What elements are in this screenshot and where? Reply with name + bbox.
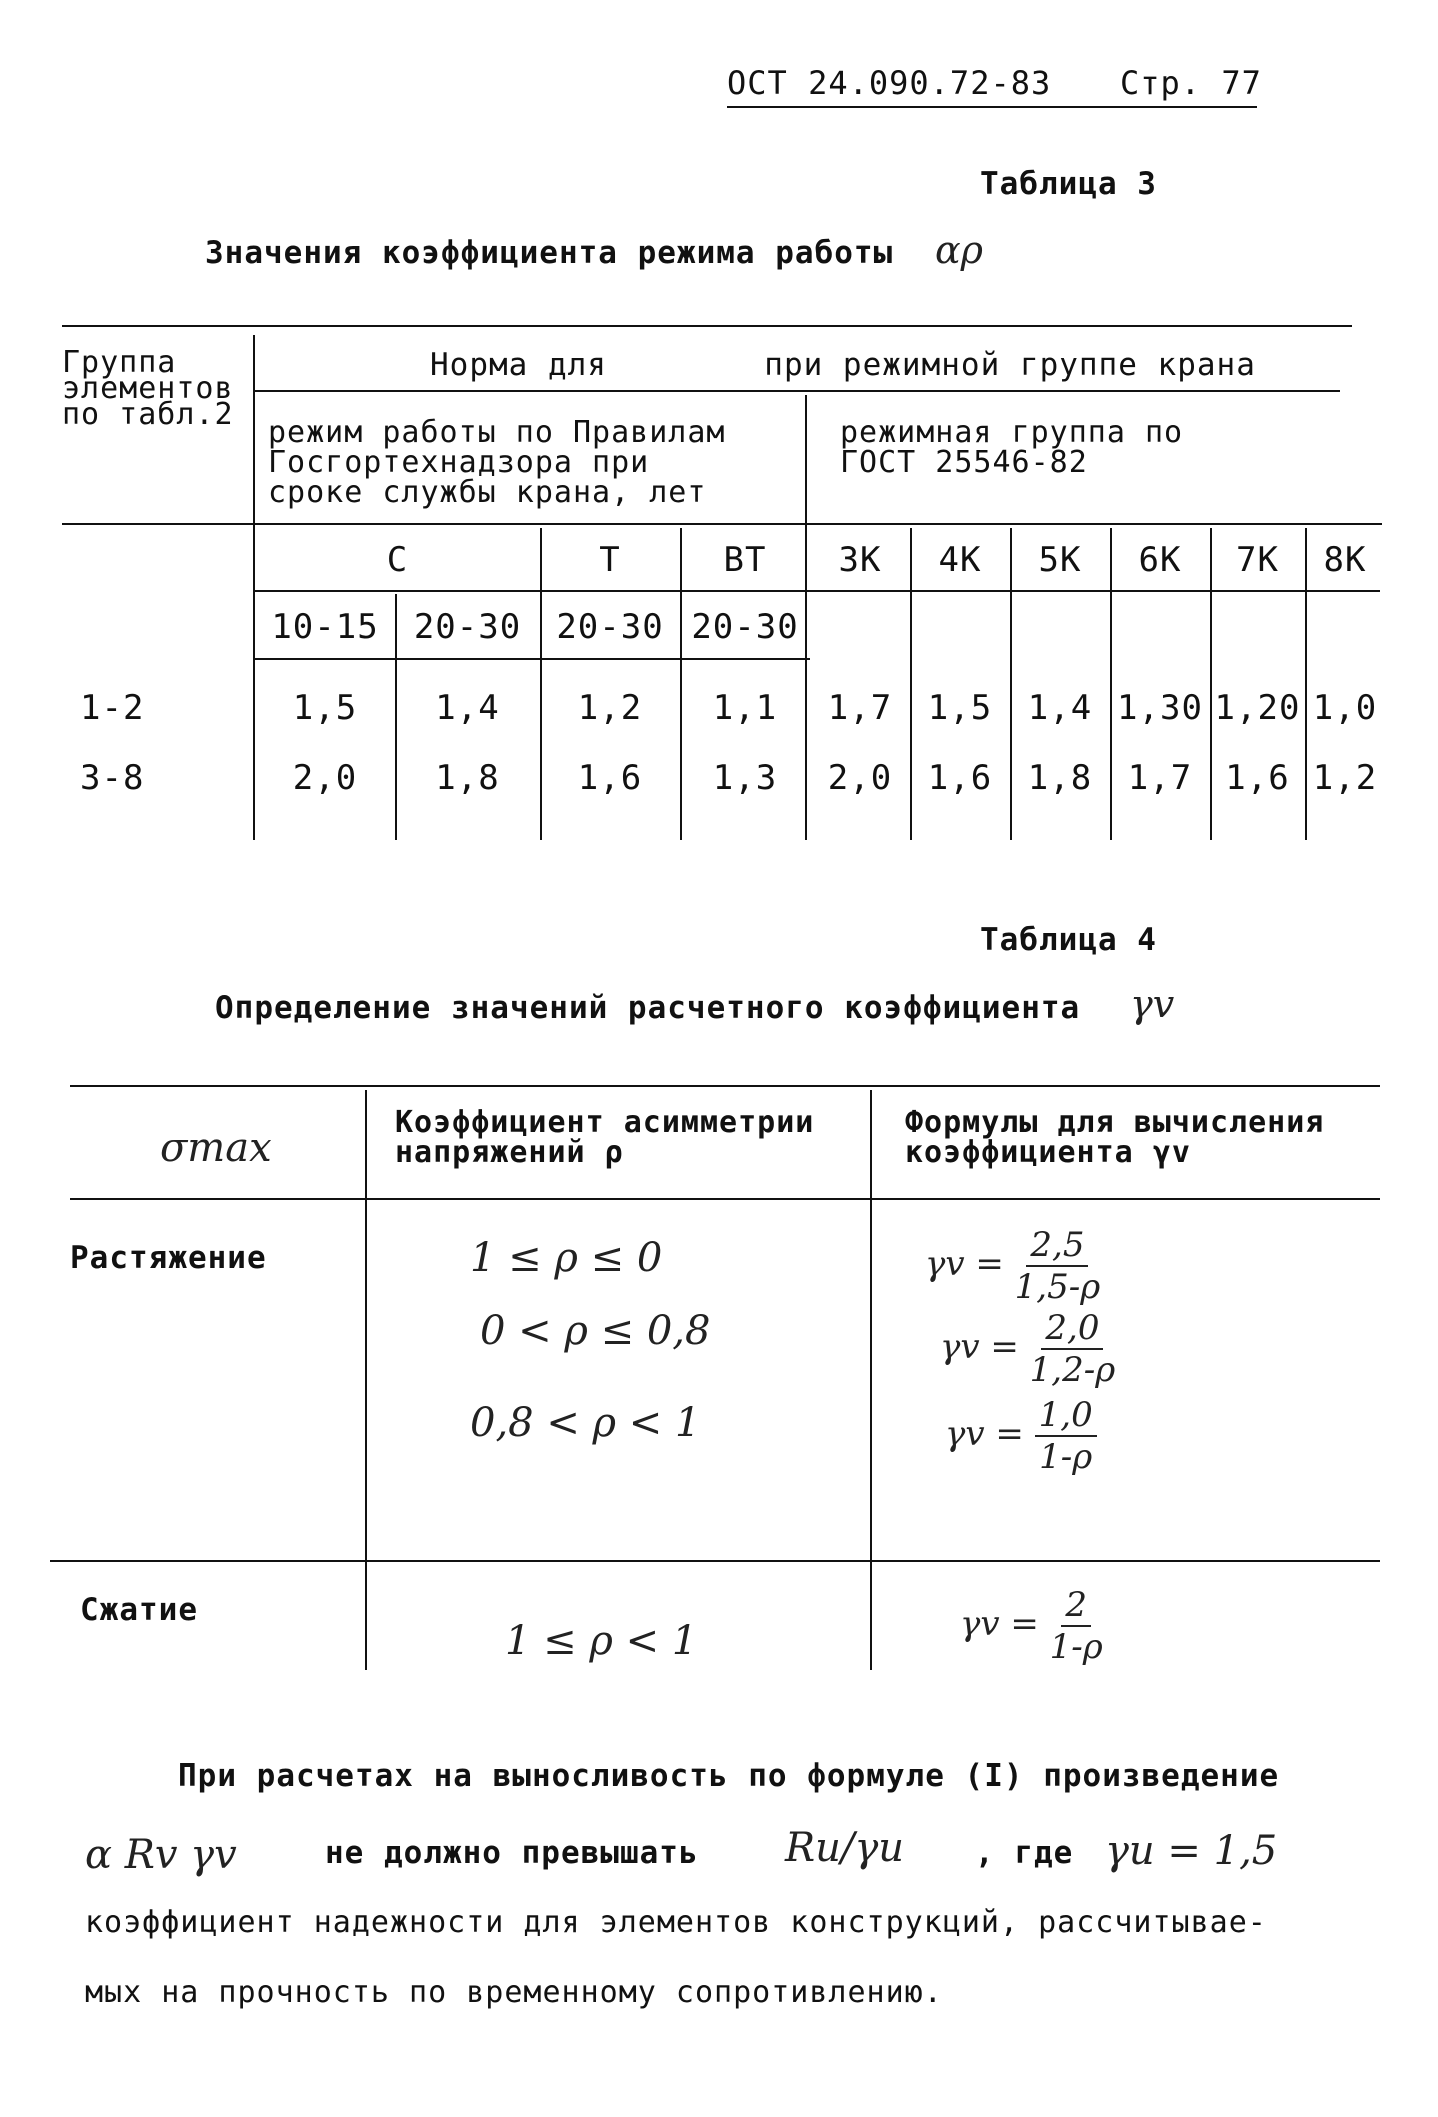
footer-line-3: коэффициент надежности для элементов конструкций, рассчитывае-	[85, 1905, 1267, 1940]
table3-label: Таблица 3	[980, 166, 1157, 202]
mode-t: Т	[599, 540, 621, 580]
table3-value-cell: 1,6	[927, 758, 993, 798]
table3-value-cell: 1,30	[1117, 688, 1203, 728]
table4-head-asym: Коэффициент асимметрии напряжений ρ	[395, 1105, 815, 1170]
table3-row-group: 3-8	[80, 758, 145, 798]
years-vt: 20-30	[691, 607, 799, 647]
table3-value-cell: 1,0	[1312, 688, 1378, 728]
footer-gamma: γu = 1,5	[1105, 1828, 1278, 1874]
mode-vt: ВТ	[723, 540, 767, 580]
table4-title: Определение значений расчетного коэффициента	[215, 990, 1081, 1026]
class-4k: 4К	[938, 540, 982, 580]
tension-range-1: 1 ≤ ρ ≤ 0	[470, 1235, 663, 1281]
tension-range-2: 0 < ρ ≤ 0,8	[480, 1308, 711, 1354]
table3-value-cell: 1,5	[927, 688, 993, 728]
table3-value-cell: 1,8	[435, 758, 500, 798]
formula-compression: γv = $\frac{2}{1-\rho}$	[960, 1585, 1103, 1667]
footer-line-2-mid: не должно превышать	[325, 1835, 699, 1871]
table3-value-cell: 2,0	[827, 758, 893, 798]
table3-head-gost: режимная группа по ГОСТ 25546-82	[840, 415, 1184, 480]
table3-value-cell: 1,6	[1225, 758, 1290, 798]
footer-line-2-end: , где	[975, 1835, 1074, 1871]
table4-head-formula: Формулы для вычисления коэффициента γv	[905, 1105, 1325, 1170]
header-underline	[727, 106, 1257, 108]
page-number: Стр. 77	[1120, 64, 1262, 102]
table4-label: Таблица 4	[980, 922, 1157, 958]
table3-title-symbol: αρ	[935, 228, 984, 272]
table3-value-cell: 1,2	[1312, 758, 1378, 798]
formula-1: γv = $\frac{2,5}{1,5-\rho}$	[925, 1225, 1101, 1307]
table3-value-cell: 2,0	[292, 758, 358, 798]
years-t: 20-30	[556, 607, 664, 647]
table3-value-cell: 1,5	[292, 688, 358, 728]
tension-range-3: 0,8 < ρ < 1	[470, 1400, 701, 1446]
compression-label: Сжатие	[80, 1592, 198, 1628]
table3-head-group: Группа элементов по табл.2	[62, 345, 234, 432]
table3-value-cell: 1,8	[1027, 758, 1093, 798]
footer-line-1: При расчетах на выносливость по формуле (I) произведение	[178, 1758, 1280, 1794]
compression-range: 1 ≤ ρ < 1	[505, 1618, 698, 1664]
table3-title: Значения коэффициента режима работы	[205, 235, 894, 271]
table3-row-group: 1-2	[80, 688, 145, 728]
table3-head-rules: режим работы по Правилам Госгортехнадзора при сроке службы крана, лет	[268, 415, 726, 510]
footer-expr: α Rv γv	[85, 1832, 237, 1878]
table3-head-norm: Норма для при режимной группе крана	[430, 347, 1256, 383]
years-c1: 10-15	[271, 607, 379, 647]
table3-value-cell: 1,4	[435, 688, 500, 728]
doc-code: ОСТ 24.090.72-83	[727, 64, 1052, 102]
tension-label: Растяжение	[70, 1240, 267, 1276]
formula-3: γv = $\frac{1,0}{1-\rho}$	[945, 1395, 1097, 1477]
years-c2: 20-30	[413, 607, 522, 647]
formula-2: γv = $\frac{2,0}{1,2-\rho}$	[940, 1308, 1116, 1390]
table3-value-cell: 1,1	[712, 688, 778, 728]
class-7k: 7К	[1236, 540, 1279, 580]
class-5k: 5К	[1038, 540, 1082, 580]
table4-title-symbol: γv	[1130, 982, 1175, 1026]
table3-value-cell: 1,3	[712, 758, 778, 798]
table3-value-cell: 1,7	[1127, 758, 1193, 798]
sigma-max-head: σmax	[160, 1125, 272, 1171]
table3-value-cell: 1,6	[577, 758, 643, 798]
class-8k: 8К	[1323, 540, 1367, 580]
table3-value-cell: 1,20	[1214, 688, 1301, 728]
footer-line-4: мых на прочность по временному сопротивлению.	[85, 1975, 943, 2010]
table3-value-cell: 1,4	[1027, 688, 1093, 728]
mode-c: С	[386, 540, 409, 580]
class-6k: 6К	[1138, 540, 1182, 580]
class-3k: 3К	[838, 540, 882, 580]
footer-ratio: Ru/γu	[785, 1825, 905, 1871]
table3-value-cell: 1,2	[577, 688, 643, 728]
table3-value-cell: 1,7	[827, 688, 893, 728]
